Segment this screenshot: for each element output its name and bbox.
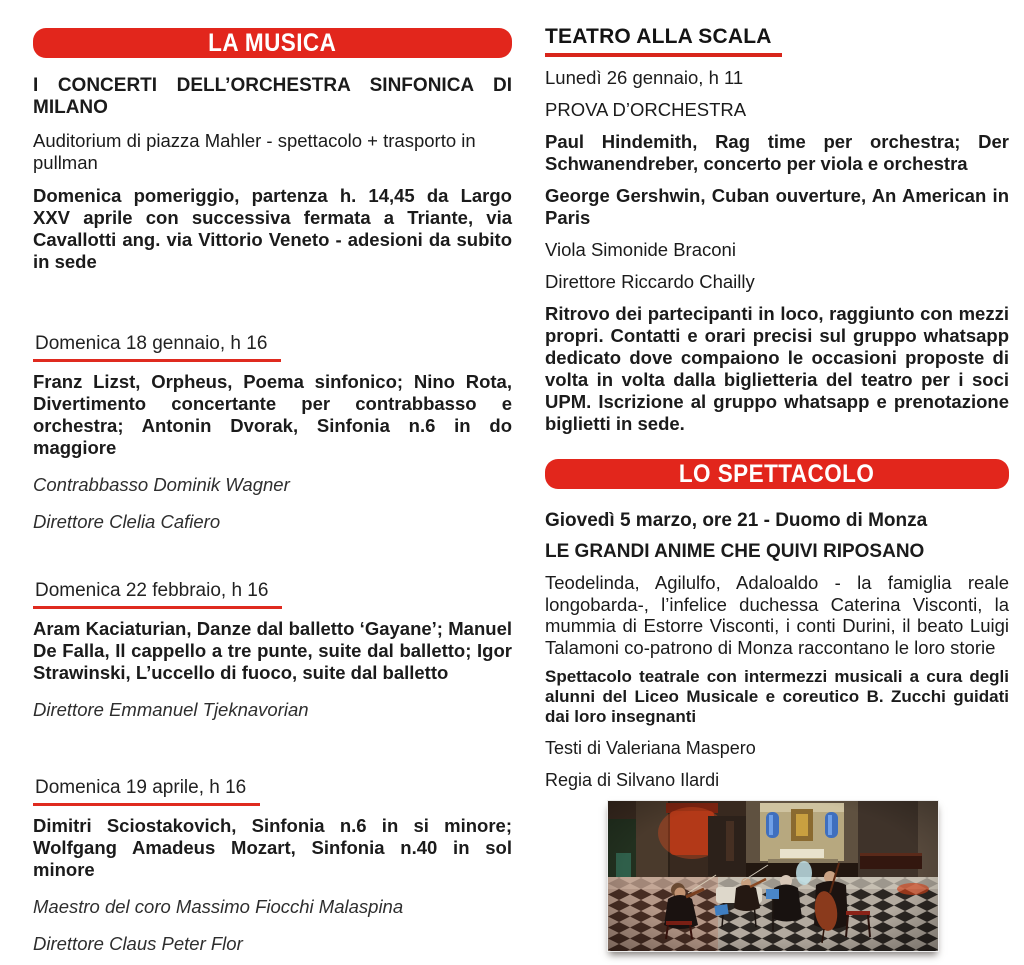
concert-credit: Contrabbasso Dominik Wagner (33, 474, 290, 495)
scala-viola-credit: Viola Simonide Braconi (545, 239, 736, 260)
teatro-alla-scala-heading: TEATRO ALLA SCALA (545, 25, 782, 57)
concerti-venue: Auditorium di piazza Mahler - spettacolo + trasporto in pullman (33, 130, 476, 173)
concert-credit: Maestro del coro Massimo Fiocchi Malaspina (33, 896, 404, 917)
lo-spettacolo-banner (545, 459, 1009, 489)
concert-date: Domenica 19 aprile, h 16 (33, 777, 260, 806)
concert-program: Franz Lizst, Orpheus, Poema sinfonico; Nino Rota, Divertimento concertante per contrabbasso e orchestra; Antonin Dvorak, Sinfonia n.6 in do maggiore (33, 371, 512, 458)
concerti-departure-info: Domenica pomeriggio, partenza h. 14,45 da Largo XXV aprile con successiva fermata a Triante, via Cavallotti ang. via Vittorio Veneto - adesioni da subito in sede (33, 185, 512, 272)
concert-credit: Direttore Claus Peter Flor (33, 933, 243, 954)
duomo-concert-photo (607, 800, 939, 952)
scala-program-gershwin: George Gershwin, Cuban ouverture, An American in Paris (545, 185, 1009, 228)
lo-spettacolo-banner-label: LO SPETTACOLO (679, 460, 875, 488)
column-la-musica (33, 0, 512, 955)
la-musica-banner-label: LA MUSICA (208, 29, 337, 57)
concert-program: Dimitri Sciostakovich, Sinfonia n.6 in si minore; Wolfgang Amadeus Mozart, Sinfonia n.40 in sol minore (33, 815, 512, 880)
spettacolo-texts-credit: Testi di Valeriana Maspero (545, 738, 756, 758)
spettacolo-date-venue: Giovedì 5 marzo, ore 21 - Duomo di Monza (545, 510, 928, 531)
scala-direttore-credit: Direttore Riccardo Chailly (545, 271, 755, 292)
column-teatro-spettacolo (545, 0, 1009, 952)
scala-date: Lunedì 26 gennaio, h 11 (545, 67, 744, 88)
spettacolo-description: Teodelinda, Agilulfo, Adaloaldo - la famiglia reale longobarda-, l’infelice duchessa Caterina Visconti, la mummia di Estorre Visconti, i conti Durini, il beato Luigi Talamoni co-patrono di Monza raccontano le loro storie (545, 572, 1009, 658)
concert-section (33, 333, 512, 533)
concert-date: Domenica 22 febbraio, h 16 (33, 580, 282, 609)
spettacolo-production-note: Spettacolo teatrale con intermezzi musicali a cura degli alunni del Liceo Musicale e coreutico B. Zucchi guidati dai loro insegnanti (545, 667, 1009, 726)
concert-program: Aram Kaciaturian, Danze dal balletto ‘Gayane’; Manuel De Falla, Il cappello a tre punte, suite dal balletto; Igor Strawinski, L’uccello di fuoco, suite dal balletto (33, 618, 512, 683)
scala-meeting-info: Ritrovo dei partecipanti in loco, raggiunto con mezzi propri. Contatti e orari precisi sul gruppo whatsapp dedicato dove compaiono le occasioni proposte di volta in volta dalla biglietteria del teatro per i soci UPM. Iscrizione al gruppo whatsapp e prenotazione biglietti in sede. (545, 303, 1009, 434)
la-musica-banner (33, 28, 512, 58)
concert-section (33, 580, 512, 721)
concert-section (33, 777, 512, 955)
concerti-title: I CONCERTI DELL’ORCHESTRA SINFONICA DI MILANO (33, 75, 512, 118)
spettacolo-direction-credit: Regia di Silvano Ilardi (545, 770, 720, 790)
concert-credit: Direttore Clelia Cafiero (33, 511, 221, 532)
spettacolo-title: LE GRANDI ANIME CHE QUIVI RIPOSANO (545, 541, 925, 562)
scala-event: PROVA D’ORCHESTRA (545, 99, 747, 120)
scala-program-hindemith: Paul Hindemith, Rag time per orchestra; Der Schwanendreber, concerto per viola e orchestra (545, 131, 1009, 174)
concert-credit: Direttore Emmanuel Tjeknavorian (33, 699, 309, 720)
duomo-concert-photo-illustration (608, 801, 938, 951)
concert-date: Domenica 18 gennaio, h 16 (33, 333, 281, 362)
